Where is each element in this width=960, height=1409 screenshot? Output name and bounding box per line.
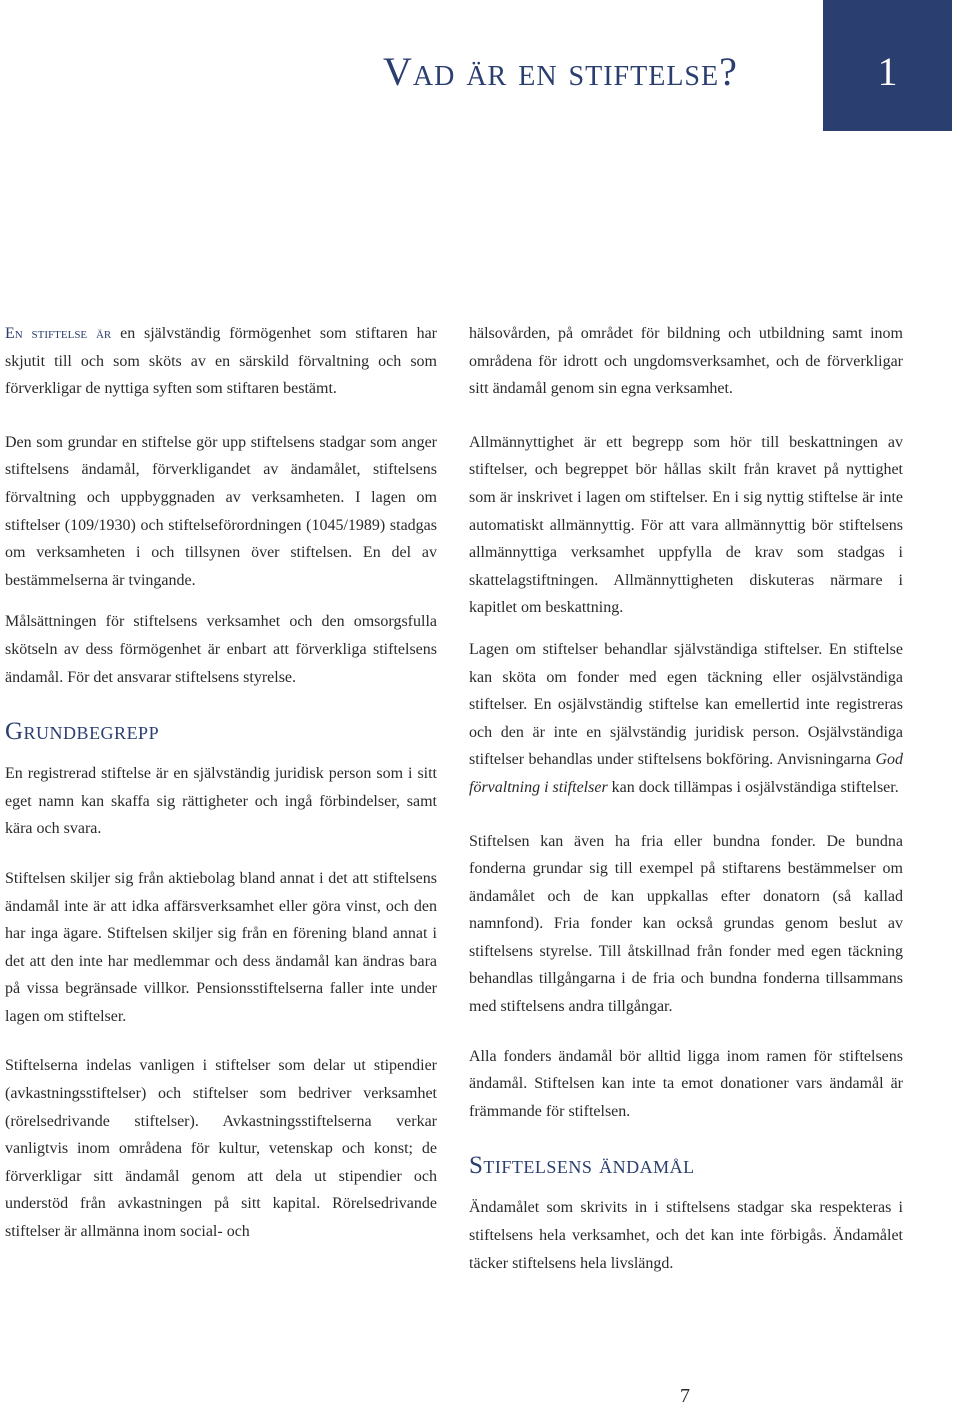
- section-heading-andamal: Stiftelsens ändamål: [469, 1152, 695, 1180]
- intro-text: en självständig förmögenhet som stiftaren har skjutit till och som sköts av en särskild förvaltning och som förverkligar de nyttiga syften som stiftaren bestämt.: [5, 325, 437, 398]
- paragraph-lagen: [469, 636, 903, 802]
- chapter-title: Vad är en stiftelse?: [383, 49, 738, 94]
- paragraph-halsovarden: hälsovården, på området för bildning och utbildning samt inom områdena för idrott och ungdomsverksamhet, och de förverkligar sitt ändamål genom sin egna verksamhet.: [469, 325, 903, 398]
- lagen-text-start: Lagen om stiftelser behandlar självständiga stiftelser. En stiftelse kan sköta om fonder med egen täckning eller osjälvständiga stiftelser. En osjälvständig stiftelse kan emellertid inte registreras och den är inte en självständig juridisk person. Osjälvständiga stiftelser behandlas under stiftelsens bokföring. Anvisningarna: [469, 640, 903, 769]
- publication-title: God förvaltning i stiftelser: [469, 751, 903, 796]
- chapter-number-box: [823, 0, 952, 131]
- paragraph-indelas: Stiftelserna indelas vanligen i stiftelser som delar ut stipendier (avkastningsstiftelser) och stiftelser som bedriver verksamhet (rörelsedrivande stiftelser). Avkastningsstiftelserna verkar vanligtvis inom områdena för kultur, vetenskap och konst; de förverkligar sitt ändamål genom att dela ut stipendier och understöd från avkastningen på sitt kapital. Rörelsedrivande stiftelser är allmänna inom social- och: [5, 1057, 437, 1241]
- paragraph-andamalet: Ändamålet som skrivits in i stiftelsens stadgar ska respekteras i stiftelsens hela verksamhet, och det kan inte förbigås. Ändamålet täcker stiftelsens hela livslängd.: [469, 1199, 903, 1272]
- left-column: [5, 320, 437, 1268]
- paragraph-registrerad: En registrerad stiftelse är en självständig juridisk person som i sitt eget namn kan skaffa sig rättigheter och ingå förbindelser, samt kära och svara.: [5, 765, 437, 838]
- page-number: 7: [680, 1385, 690, 1407]
- paragraph-malsattning: Målsättningen för stiftelsens verksamhet och den omsorgsfulla skötseln av dess förmögenhet är enbart att förverkliga stiftelsens ändamål. För det ansvarar stiftelsens styrelse.: [5, 613, 437, 686]
- intro-lead-in: En stiftelse är: [5, 325, 112, 342]
- right-column: [469, 320, 903, 1299]
- lagen-text-end: kan dock tillämpas i osjälvständiga stiftelser.: [607, 778, 899, 796]
- paragraph-stadgar: Den som grundar en stiftelse gör upp stiftelsens stadgar som anger stiftelsens ändamål, förverkligandet av ändamålet, stiftelsens förvaltning och uppbyggnaden av verksamheten. I lagen om stiftelser (109/1930) och stiftelseförordningen (1045/1989) stadgas om verksamheten i och tillsynen över stiftelsen. En del av bestämmelserna är tvingande.: [5, 433, 437, 589]
- paragraph-alla-fonder: Alla fonders ändamål bör alltid ligga inom ramen för stiftelsens ändamål. Stiftelsen kan inte ta emot donationer vars ändamål är främmande för stiftelsen.: [469, 1047, 903, 1120]
- paragraph-fonder: Stiftelsen kan även ha fria eller bundna fonder. De bundna fonderna grundar sig till exempel på stiftarens bestämmelser om ändamålet och de kan uppkallas efter donatorn (så kallad namnfond). Fria fonder kan också grundas genom beslut av stiftelsens styrelse. Till åtskillnad från fonder med egen täckning behandlas tillgångarna i de fria och bundna fonderna tillsammans med stiftelsens andra tillgångar.: [469, 832, 903, 1016]
- paragraph-allmannyttighet: Allmännyttighet är ett begrepp som hör till beskattningen av stiftelser, och begreppet bör hållas skilt från kravet på nyttighet som är inskrivet i lagen om stiftelser. En i sig nyttig stiftelse är inte automatiskt allmännyttig. För att vara allmännyttig bör stiftelsens allmännyttiga verksamhet uppfylla de krav som stadgas i skattelagstiftningen. Allmännyttigheten diskuteras närmare i kapitlet om beskattning.: [469, 433, 903, 617]
- chapter-number: 1: [877, 49, 898, 94]
- section-heading-grundbegrepp: Grundbegrepp: [5, 718, 160, 746]
- intro-paragraph: [5, 320, 437, 403]
- paragraph-skiljer: Stiftelsen skiljer sig från aktiebolag bland annat i det att stiftelsens ändamål inte är att idka affärsverksamhet eller göra vinst, och den har inga ägare. Stiftelsen skiljer sig från en förening bland annat i det att den inte har medlemmar och dess ändamål kan ändras bara på vissa begränsade villkor. Pensionsstiftelserna faller inte under lagen om stiftelser.: [5, 869, 437, 1025]
